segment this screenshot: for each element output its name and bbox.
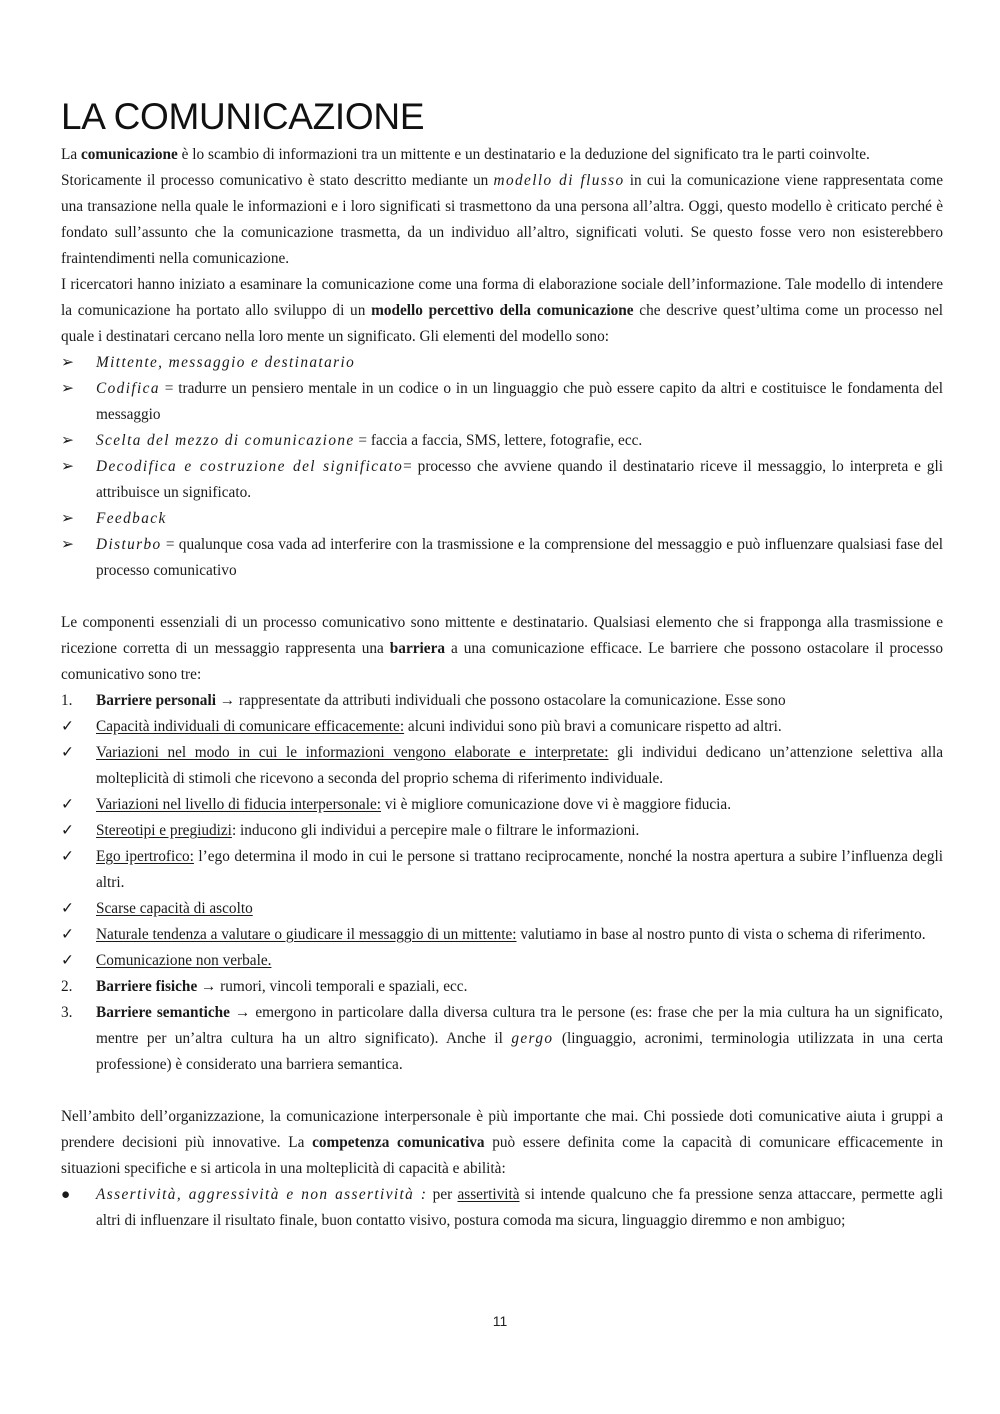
- text: → emergono in particolare dalla diversa cultura tra le persone (es: frase che per la mia cultura ha un significato, mentre per un’altra cultura ha un altro significato). Anche il: [96, 1004, 944, 1047]
- text: in cui la comunicazione viene rappresentata come una transazione nella quale le informazioni e i loro significati si trasmettono da una persona all’altra. Oggi, questo modello è criticato perché è fondato sull’assunto che la comunicazione trasmetta, da un individuo all’altro, significati voluti. Se questo fosse vero non esisterebbero fraintendimenti nella comunicazione.: [61, 172, 943, 267]
- bold-term: modello percettivo della comunicazione: [371, 302, 634, 319]
- barrier-item-physical: [61, 974, 943, 1000]
- underlined-term: Comunicazione non verbale.: [96, 952, 272, 969]
- italic-term: gergo: [511, 1030, 554, 1047]
- arrow-bullet-icon: ➢: [61, 432, 74, 449]
- arrow-bullet-icon: ➢: [61, 536, 74, 553]
- model-elements-list: [61, 350, 943, 584]
- text: vi è migliore comunicazione dove vi è maggiore fiducia.: [381, 796, 732, 813]
- spacer: [61, 584, 943, 610]
- list-item: [61, 818, 943, 844]
- arrow-bullet-icon: ➢: [61, 458, 74, 475]
- italic-term: Scelta del mezzo di comunicazione: [96, 432, 355, 449]
- list-item: [61, 922, 943, 948]
- text: per: [427, 1186, 458, 1203]
- bullet-dot-icon: ●: [61, 1186, 71, 1203]
- bold-term: Barriere personali: [96, 692, 216, 709]
- list-item: [61, 454, 943, 506]
- page-title: LA COMUNICAZIONE: [61, 96, 425, 137]
- text: a una comunicazione efficace. Le barriere che possono ostacolare il processo comunicativo sono tre:: [61, 640, 943, 683]
- text: gli individui dedicano un’attenzione selettiva alla molteplicità di stimoli che ricevono a seconda del proprio schema di riferimento individuale.: [96, 744, 944, 787]
- text: : inducono gli individui a percepire male o filtrare le informazioni.: [231, 822, 640, 839]
- personal-barriers-list: [61, 714, 943, 974]
- intro-paragraph-1: [61, 142, 943, 168]
- text: → rumori, vincoli temporali e spaziali, ecc.: [197, 978, 468, 995]
- bold-term: Barriere semantiche: [96, 1004, 230, 1021]
- text: I ricercatori hanno iniziato a esaminare la comunicazione come una forma di elaborazione sociale dell’informazione. Tale modello di intendere la comunicazione ha portato allo sviluppo di un: [61, 276, 943, 319]
- list-item: [61, 428, 943, 454]
- text: è lo scambio di informazioni tra un mittente e un destinatario e la deduzione del significato tra le parti coinvolte.: [177, 146, 870, 163]
- text: La: [61, 146, 81, 163]
- checkmark-icon: ✓: [61, 926, 74, 943]
- text: si intende qualcuno che fa pressione senza attaccare, permette agli altri di influenzare il risultato finale, buon contatto visivo, postura comoda ma sicura, linguaggio diremmo e non ambiguo;: [96, 1186, 943, 1229]
- list-item: [61, 376, 943, 428]
- text: Le componenti essenziali di un processo comunicativo sono mittente e destinatario. Qualsiasi elemento che si frapponga alla trasmissione e ricezione corretta di un messaggio rappresenta una: [61, 614, 943, 657]
- italic-term: Disturbo: [96, 536, 162, 553]
- text: Nell’ambito dell’organizzazione, la comunicazione interpersonale è più importante che mai. Chi possiede doti comunicative aiuta i gruppi a prendere decisioni più innovative. La: [61, 1108, 943, 1151]
- page-number: 11: [492, 1313, 508, 1329]
- competence-list: [61, 1182, 943, 1234]
- bold-term: comunicazione: [80, 146, 178, 163]
- text: può essere definita come la capacità di comunicare efficacemente in situazioni specifiche e si articola in una molteplicità di capacità e abilità:: [61, 1134, 943, 1177]
- barrier-item-semantic: [61, 1000, 943, 1078]
- underlined-term: Variazioni nel modo in cui le informazioni vengono elaborate e interpretate:: [96, 744, 609, 761]
- text: = tradurre un pensiero mentale in un codice o in un linguaggio che può essere capito da altri e costituisce le fondamenta del messaggio: [96, 380, 943, 423]
- text: (linguaggio, acronimi, terminologia utilizzata in una certa professione) è considerato una barriera semantica.: [96, 1030, 943, 1073]
- text: che descrive quest’ultima come un processo nel quale i destinatari cercano nella loro mente un significato. Gli elementi del modello sono:: [61, 302, 943, 345]
- checkmark-icon: ✓: [61, 796, 74, 813]
- intro-paragraph-2: [61, 168, 943, 272]
- text: = qualunque cosa vada ad interferire con la trasmissione e la comprensione del messaggio e può influenzare qualsiasi fase del processo comunicativo: [96, 536, 943, 579]
- italic-term: Mittente, messaggio e destinatario: [96, 354, 356, 371]
- list-number: 1.: [61, 692, 73, 709]
- bold-term: barriera: [389, 640, 446, 657]
- list-item: [61, 1182, 943, 1234]
- checkmark-icon: ✓: [61, 900, 74, 917]
- text: = faccia a faccia, SMS, lettere, fotografie, ecc.: [354, 432, 643, 449]
- text: Storicamente il processo comunicativo è stato descritto mediante un: [61, 172, 494, 189]
- italic-term: Decodifica e costruzione del significato: [96, 458, 404, 475]
- text: valutiamo in base al nostro punto di vista o schema di riferimento.: [516, 926, 926, 943]
- underlined-term: Naturale tendenza a valutare o giudicare il messaggio di un mittente:: [96, 926, 517, 943]
- barriers-list-continued: [61, 974, 943, 1078]
- list-item: [61, 350, 943, 376]
- underlined-term: assertività: [457, 1186, 520, 1203]
- barrier-item-personal: [61, 688, 943, 714]
- barriers-list: [61, 688, 943, 714]
- text: = processo che avviene quando il destinatario riceve il messaggio, lo interpreta e gli attribuisce un significato.: [96, 458, 943, 501]
- list-item: [61, 844, 943, 896]
- italic-term: Codifica: [96, 380, 160, 397]
- checkmark-icon: ✓: [61, 718, 74, 735]
- document-page: [61, 92, 943, 1234]
- checkmark-icon: ✓: [61, 822, 74, 839]
- italic-term: Feedback: [96, 510, 167, 527]
- list-item: [61, 896, 943, 922]
- intro-paragraph-3: [61, 272, 943, 350]
- italic-term: modello di flusso: [493, 172, 625, 189]
- underlined-term: Stereotipi e pregiudizi: [96, 822, 232, 839]
- underlined-term: Capacità individuali di comunicare efficacemente:: [96, 718, 405, 735]
- barriers-intro-paragraph: [61, 610, 943, 688]
- checkmark-icon: ✓: [61, 744, 74, 761]
- underlined-term: Variazioni nel livello di fiducia interpersonale:: [96, 796, 382, 813]
- list-item: [61, 532, 943, 584]
- arrow-bullet-icon: ➢: [61, 380, 74, 397]
- underlined-term: Ego ipertrofico:: [96, 848, 194, 865]
- arrow-bullet-icon: ➢: [61, 354, 74, 371]
- bold-term: Barriere fisiche: [96, 978, 198, 995]
- list-item: [61, 792, 943, 818]
- list-number: 3.: [61, 1004, 73, 1021]
- list-item: [61, 506, 943, 532]
- text: alcuni individui sono più bravi a comunicare rispetto ad altri.: [404, 718, 782, 735]
- arrow-bullet-icon: ➢: [61, 510, 74, 527]
- italic-term: Assertività, aggressività e non assertività :: [96, 1186, 428, 1203]
- underlined-term: Scarse capacità di ascolto: [96, 900, 253, 917]
- list-item: [61, 948, 943, 974]
- spacer: [61, 1078, 943, 1104]
- competence-paragraph: [61, 1104, 943, 1182]
- text: l’ego determina il modo in cui le persone si trattano reciprocamente, nonché la nostra apertura a subire l’influenza degli altri.: [96, 848, 943, 891]
- checkmark-icon: ✓: [61, 848, 74, 865]
- list-item: [61, 740, 943, 792]
- checkmark-icon: ✓: [61, 952, 74, 969]
- list-item: [61, 714, 943, 740]
- bold-term: competenza comunicativa: [312, 1134, 485, 1151]
- text: → rappresentate da attributi individuali che possono ostacolare la comunicazione. Esse sono: [215, 692, 786, 709]
- list-number: 2.: [61, 978, 73, 995]
